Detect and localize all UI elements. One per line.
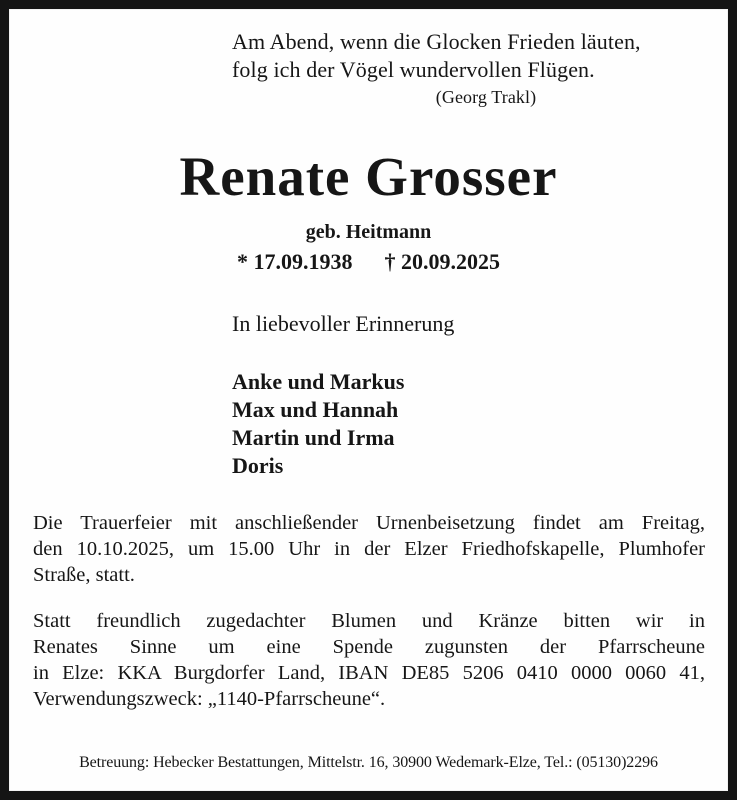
funeral-home-info: Betreuung: Hebecker Bestattungen, Mittelstr. 16, 30900 Wedemark-Elze, Tel.: (05130)2296 xyxy=(79,754,658,771)
maiden-name: geb. Heitmann xyxy=(305,221,432,243)
birth-date: * 17.09.1938 xyxy=(237,249,353,274)
announcement-line: den 10.10.2025, um 15.00 Uhr in der Elzer Friedhofskapelle, Plumhofer xyxy=(33,538,705,560)
mourner-name: Doris xyxy=(232,453,284,478)
mourner-name: Max und Hannah xyxy=(232,397,399,422)
death-date: † 20.09.2025 xyxy=(384,249,500,274)
memorial-quote xyxy=(232,28,668,109)
remembrance-intro: In liebevoller Erinnerung xyxy=(232,311,455,336)
deceased-name: Renate Grosser xyxy=(179,146,558,207)
donation-line: Statt freundlich zugedachter Blumen und Kränze bitten wir in xyxy=(33,610,705,632)
funeral-announcement xyxy=(33,510,705,588)
donation-line: Renates Sinne um eine Spende zugunsten der Pfarrscheune xyxy=(33,636,705,658)
announcement-line: Straße, statt. xyxy=(33,564,135,586)
quote-line-1: Am Abend, wenn die Glocken Frieden läuten, xyxy=(232,29,641,54)
mourners-list xyxy=(232,368,404,480)
donation-line: in Elze: KKA Burgdorfer Land, IBAN DE85 5206 0410 0000 0060 41, xyxy=(33,662,705,684)
announcement-line: Die Trauerfeier mit anschließender Urnenbeisetzung findet am Freitag, xyxy=(33,512,705,534)
quote-attribution: (Georg Trakl) xyxy=(435,87,537,107)
donation-request xyxy=(33,608,705,712)
mourner-name: Martin und Irma xyxy=(232,425,395,450)
life-dates xyxy=(0,247,737,277)
mourner-name: Anke und Markus xyxy=(232,369,405,394)
quote-line-2: folg ich der Vögel wundervollen Flügen. xyxy=(232,57,595,82)
donation-line: Verwendungszweck: „1140-Pfarrscheune“. xyxy=(33,688,386,710)
